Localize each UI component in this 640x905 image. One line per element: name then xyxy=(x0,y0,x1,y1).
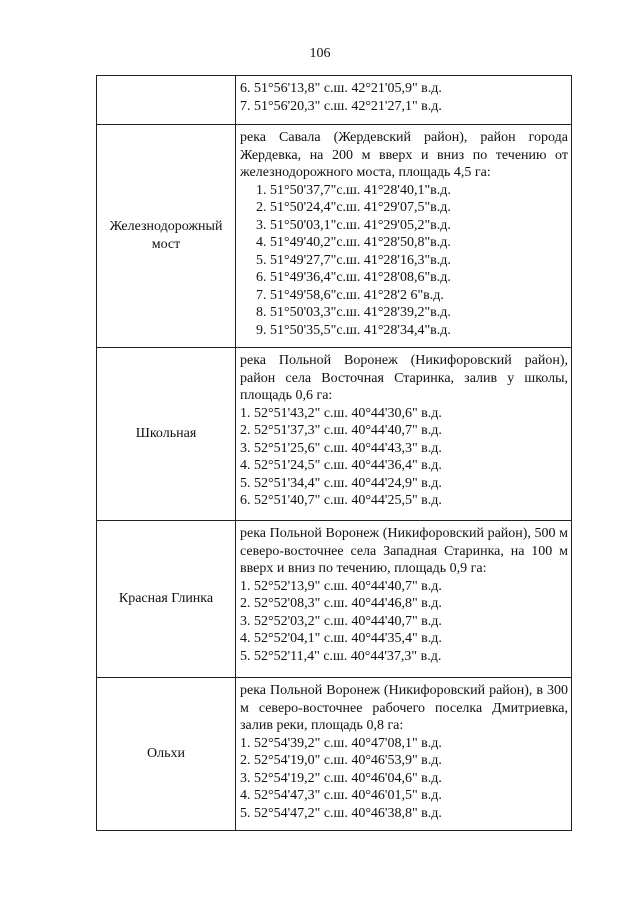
area-name-cell xyxy=(97,76,236,125)
coordinate-item: 3. 52°52'03,2" с.ш. 40°44'40,7" в.д. xyxy=(240,613,442,629)
page-number: 106 xyxy=(309,46,331,61)
table-row xyxy=(97,76,572,125)
coordinate-list xyxy=(240,80,568,115)
coordinate-item: 1. 52°51'43,2" с.ш. 40°44'30,6" в.д. xyxy=(240,405,442,421)
area-name-cell xyxy=(97,678,236,831)
coordinate-list xyxy=(240,578,568,666)
coordinate-item: 1. 52°52'13,9" с.ш. 40°44'40,7" в.д. xyxy=(240,578,442,594)
coordinate-list xyxy=(240,182,568,340)
coordinate-item: 8. 51°50'03,3"с.ш. 41°28'39,2"в.д. xyxy=(256,305,451,320)
coordinate-item: 5. 52°51'34,4" с.ш. 40°44'24,9" в.д. xyxy=(240,475,442,491)
coordinate-item: 6. 52°51'40,7" с.ш. 40°44'25,5" в.д. xyxy=(240,493,442,508)
table-row xyxy=(97,521,572,678)
area-name: Железнодорожный мост xyxy=(109,219,223,252)
area-description-cell xyxy=(236,125,572,348)
table-row xyxy=(97,348,572,521)
coordinate-item: 3. 52°54'19,2" с.ш. 40°46'04,6" в.д. xyxy=(240,770,442,786)
area-description: река Савала (Жердевский район), район города Жердевка, на 200 м вверх и вниз по течению от железнодорожного моста, площадь 4,5 га: xyxy=(240,130,568,180)
coordinate-item: 4. 52°52'04,1" с.ш. 40°44'35,4" в.д. xyxy=(240,631,442,646)
coordinate-item: 5. 52°54'47,2" с.ш. 40°46'38,8" в.д. xyxy=(240,805,442,821)
coordinate-item: 1. 51°50'37,7"с.ш. 41°28'40,1"в.д. xyxy=(256,182,451,198)
area-description-cell xyxy=(236,348,572,521)
area-name-cell xyxy=(97,348,236,521)
coordinate-item: 4. 51°49'40,2"с.ш. 41°28'50,8"в.д. xyxy=(256,235,451,250)
coordinate-item: 2. 52°54'19,0" с.ш. 40°46'53,9" в.д. xyxy=(240,753,442,768)
coordinate-list xyxy=(240,405,568,510)
table-row xyxy=(97,125,572,348)
coordinate-item: 4. 52°54'47,3" с.ш. 40°46'01,5" в.д. xyxy=(240,788,442,803)
coordinate-item: 6. 51°49'36,4"с.ш. 41°28'08,6"в.д. xyxy=(256,270,451,285)
coordinate-item: 2. 52°51'37,3" с.ш. 40°44'40,7" в.д. xyxy=(240,423,442,438)
area-name-cell xyxy=(97,521,236,678)
area-description-cell xyxy=(236,521,572,678)
coordinate-item: 2. 51°50'24,4"с.ш. 41°29'07,5"в.д. xyxy=(256,200,451,215)
coordinate-item: 2. 52°52'08,3" с.ш. 40°44'46,8" в.д. xyxy=(240,596,442,611)
coordinate-item: 1. 52°54'39,2" с.ш. 40°47'08,1" в.д. xyxy=(240,735,442,751)
fishing-areas-table xyxy=(96,75,572,831)
coordinate-item: 5. 51°49'27,7"с.ш. 41°28'16,3"в.д. xyxy=(256,252,451,268)
area-name: Ольхи xyxy=(147,746,185,761)
coordinate-item: 7. 51°49'58,6"с.ш. 41°28'2 6"в.д. xyxy=(256,287,444,303)
coordinate-item: 9. 51°50'35,5"с.ш. 41°28'34,4"в.д. xyxy=(256,322,451,338)
table-row xyxy=(97,678,572,831)
area-description-cell xyxy=(236,678,572,831)
area-description-cell xyxy=(236,76,572,125)
coordinate-item: 6. 51°56'13,8" с.ш. 42°21'05,9" в.д. xyxy=(240,81,442,96)
coordinate-item: 4. 52°51'24,5" с.ш. 40°44'36,4" в.д. xyxy=(240,458,442,473)
coordinate-list xyxy=(240,735,568,823)
area-description: река Польной Воронеж (Никифоровский район), 500 м северо-восточнее села Западная Старинка, на 100 м вверх и вниз по течению, площадь 0,9 га: xyxy=(240,526,568,576)
coordinate-item: 7. 51°56'20,3" с.ш. 42°21'27,1" в.д. xyxy=(240,98,442,114)
area-description: река Польной Воронеж (Никифоровский район), в 300 м северо-восточнее рабочего поселка Дмитриевка, залив реки, площадь 0,8 га: xyxy=(240,683,568,733)
area-name-cell xyxy=(97,125,236,348)
area-name: Школьная xyxy=(135,426,197,441)
coordinate-item: 3. 52°51'25,6" с.ш. 40°44'43,3" в.д. xyxy=(240,440,442,456)
coordinate-item: 5. 52°52'11,4" с.ш. 40°44'37,3" в.д. xyxy=(240,648,442,664)
area-name: Красная Глинка xyxy=(118,591,214,606)
coordinate-item: 3. 51°50'03,1"с.ш. 41°29'05,2"в.д. xyxy=(256,217,451,233)
area-description: река Польной Воронеж (Никифоровский район), район села Восточная Старинка, залив у школы, площадь 0,6 га: xyxy=(240,353,568,403)
